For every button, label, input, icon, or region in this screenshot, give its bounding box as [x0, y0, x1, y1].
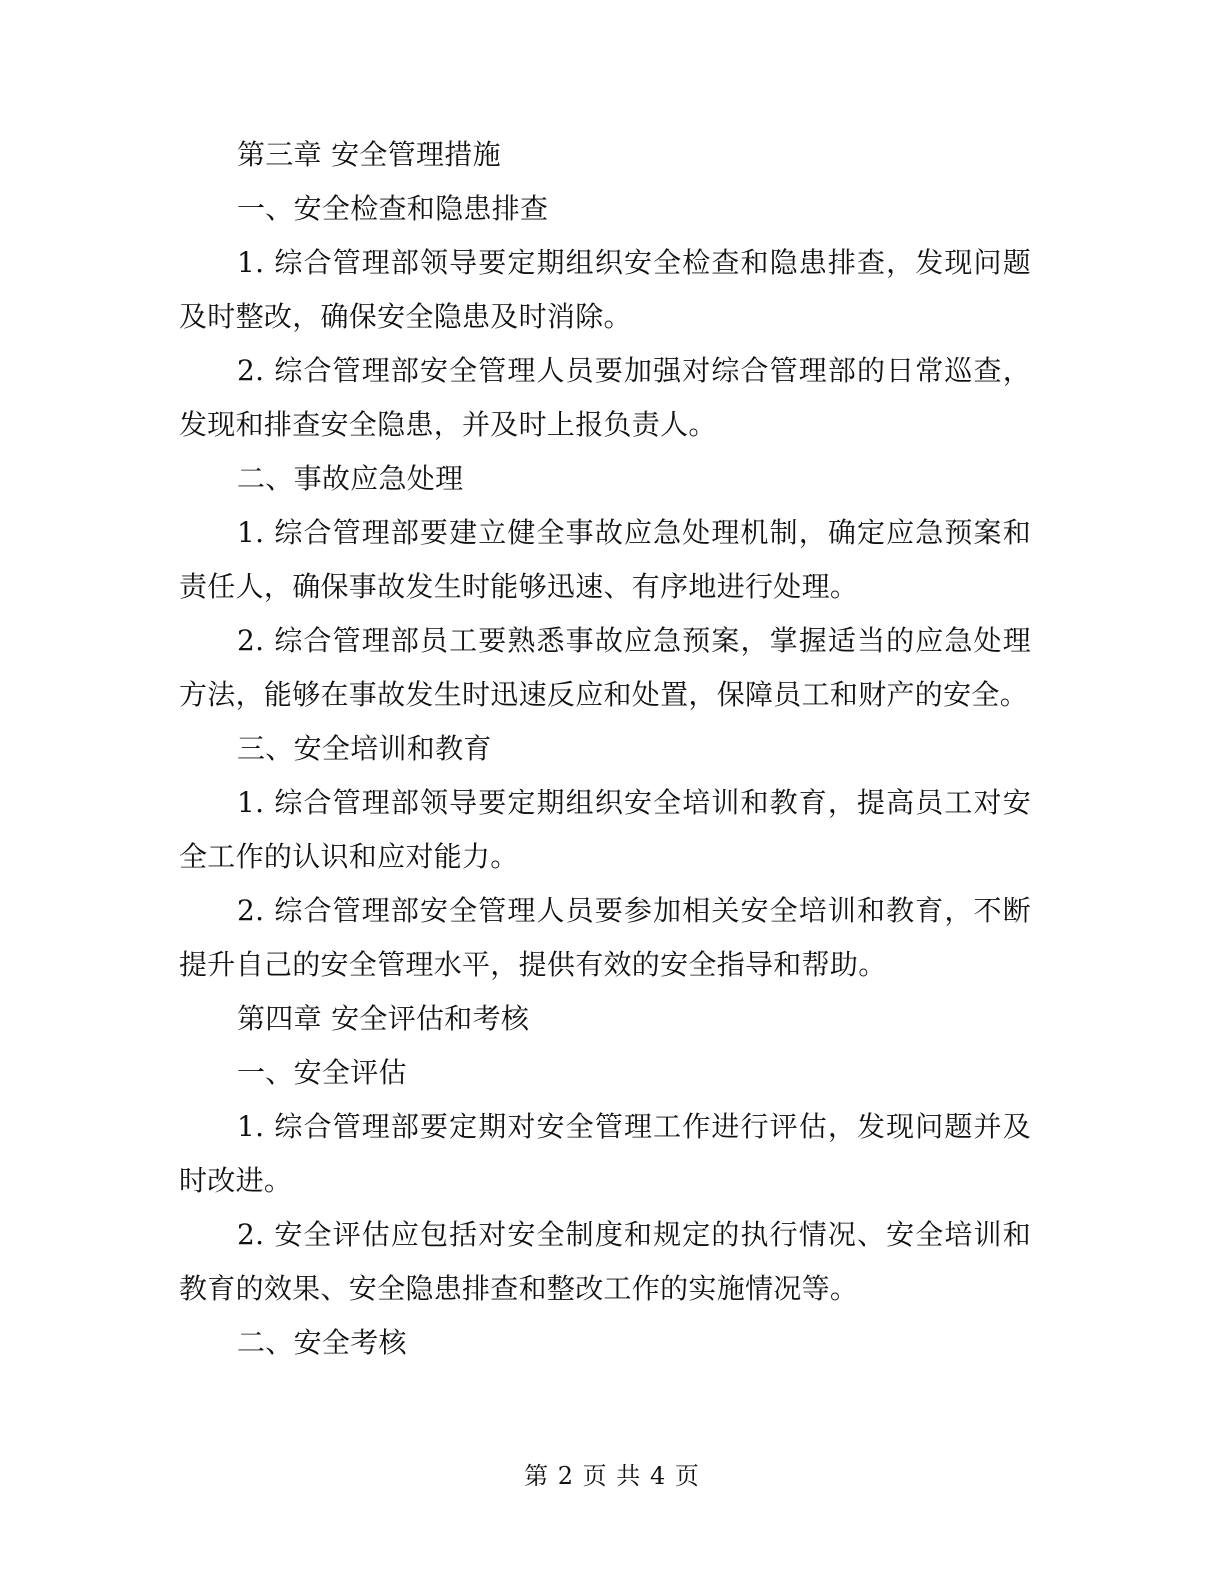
section-heading-training: 三、安全培训和教育 [237, 732, 492, 765]
chapter-3-heading: 第三章 安全管理措施 [237, 138, 501, 171]
paragraph-emergency-2: 2. 综合管理部员工要熟悉事故应急预案，掌握适当的应急处理方法，能够在事故发生时迅速反应和处置，保障员工和财产的安全。 [179, 624, 1031, 711]
paragraph-assessment-1: 1. 综合管理部要定期对安全管理工作进行评估，发现问题并及时改进。 [179, 1110, 1031, 1197]
section-heading-evaluation: 二、安全考核 [237, 1326, 407, 1359]
paragraph-training-1: 1. 综合管理部领导要定期组织安全培训和教育，提高员工对安全工作的认识和应对能力。 [179, 786, 1031, 873]
document-body [179, 128, 1031, 1370]
section-heading-emergency: 二、事故应急处理 [237, 462, 464, 495]
paragraph-training-2: 2. 综合管理部安全管理人员要参加相关安全培训和教育，不断提升自己的安全管理水平，提供有效的安全指导和帮助。 [179, 894, 1031, 981]
section-heading-inspection: 一、安全检查和隐患排查 [237, 192, 549, 225]
paragraph-inspection-1: 1. 综合管理部领导要定期组织安全检查和隐患排查，发现问题及时整改，确保安全隐患及时消除。 [179, 246, 1031, 333]
paragraph-emergency-1: 1. 综合管理部要建立健全事故应急处理机制，确定应急预案和责任人，确保事故发生时能够迅速、有序地进行处理。 [179, 516, 1031, 603]
section-heading-assessment: 一、安全评估 [237, 1056, 407, 1089]
page-number-footer: 第 2 页 共 4 页 [524, 1462, 700, 1490]
chapter-4-heading: 第四章 安全评估和考核 [237, 1002, 530, 1035]
paragraph-inspection-2: 2. 综合管理部安全管理人员要加强对综合管理部的日常巡查，发现和排查安全隐患，并及时上报负责人。 [179, 354, 1031, 441]
paragraph-assessment-2: 2. 安全评估应包括对安全制度和规定的执行情况、安全培训和教育的效果、安全隐患排查和整改工作的实施情况等。 [179, 1218, 1031, 1305]
